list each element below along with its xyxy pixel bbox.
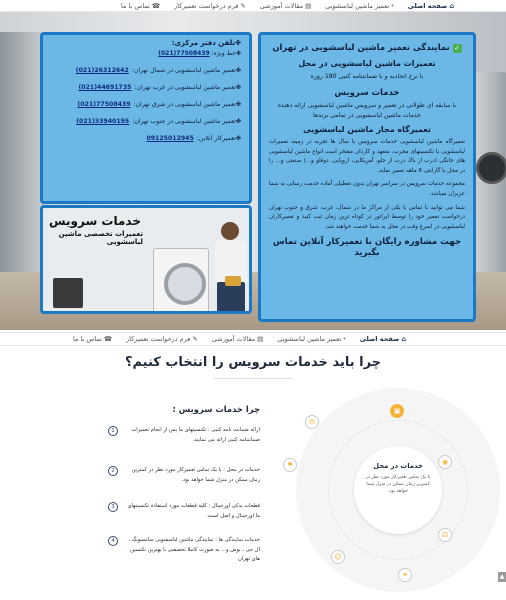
star-icon: ✤	[235, 39, 241, 47]
flag-icon: ⚑	[283, 458, 297, 472]
technician-illustration	[215, 222, 247, 312]
hero-guarantee-text: با نرخ اتحادیه و با ضمانتنامه کتبی 180 روزه	[310, 73, 424, 80]
scroll-to-top-button[interactable]: ▲	[499, 573, 505, 580]
services-title: چرا خدمات سرویس :	[172, 404, 260, 414]
hero-paragraph-3: شما می توانید با تماس با یکی از مراکز ما در شمال، غرب، شرق و جنوب تهران درخواست تعمیر خود را توسط اپراتور در کوتاه ترین زمان ثبت کنید و تعمیرکاران لباسشویی در اسرع وقت در محل به شما خدمت خواهند شد.	[269, 204, 465, 230]
nav-contact[interactable]: ☎ تماس با ما	[121, 1, 161, 10]
nav-contact[interactable]: ☎ تماس با ما	[73, 335, 113, 343]
hero-subtitle-service: خدمات سرویس	[334, 88, 400, 98]
star-icon: ✤	[235, 101, 241, 108]
star-icon: ✤	[235, 118, 241, 125]
article-icon: ▤	[305, 1, 312, 10]
divider	[214, 378, 292, 379]
branch-south: ✤تعمیر ماشین لباسشویی در جنوب تهران:(021)33940195	[76, 118, 241, 125]
promo-title: خدمات سرویس	[49, 214, 141, 228]
branch-phone[interactable]: (021)33940195	[76, 118, 130, 125]
chevron-down-icon: ▾	[391, 2, 394, 9]
form-icon: ✎	[240, 1, 246, 10]
branch-north: ✤تعمیر ماشین لباسشویی در شمال تهران:(021)26312642	[75, 67, 241, 74]
star-icon: ✤	[235, 84, 241, 91]
toolbox-illustration	[53, 278, 83, 308]
phone-icon: ☎	[103, 335, 113, 343]
feature-center-text: با یک تماس تعمیرکار مورد نظر در کمترین زمان ممکن در منزل شما خواهد بود.	[365, 475, 431, 494]
service-item: 2 خدمات در محل : با یک تماس تعمیرکار مورد نظر در کمترین زمان ممکن در منزل شما خواهد بود.	[110, 466, 260, 485]
star-icon: ✤	[235, 67, 241, 74]
hero-paragraph-1: تعمیرگاه ماشین لباسشویی خدمات سرویس با سال ها تجربه در زمینه تعمیرات لباسشویی با تکنسینهای مجرب، متعهد و کاردان مفتخر است انواع ماشین لباسشویی های خانگی (درب از بالا، درب از جلو، آمریکایی، اروپایی، دوقلو و...) صنعتی و... را در محل با گارانتی 6 ماهه تعمیر نماید.	[269, 139, 465, 174]
nav-articles[interactable]: ▤ مقالات آموزشی	[211, 335, 264, 343]
branch-phone[interactable]: 09125012945	[146, 135, 194, 142]
service-item: 3 قطعات یدکی اورجینال : کلیه قطعات مورد استفاده تکنسینهای ما اورجینال و اصل است.	[110, 502, 260, 521]
branch-online: ✤تعمیرکار آنلاین:09125012945	[146, 135, 241, 142]
nav-request[interactable]: ✎ فرم درخواست تعمیرکار	[174, 1, 246, 10]
contact-panel	[40, 32, 252, 204]
certificate-icon: ✉	[305, 415, 319, 429]
nav-repairs[interactable]: ▾ تعمیر ماشین لباسشویی	[325, 1, 394, 10]
hero-title: ✓نمایندگی تعمیر ماشین لباسشویی در تهران	[272, 42, 461, 52]
hero-subtitle-onsite: تعمیرات ماشین لباسشویی در محل	[298, 59, 436, 68]
home-icon: ⌂	[401, 335, 406, 343]
branch-west: ✤تعمیر ماشین لباسشویی در غرب تهران:(021)44691735	[78, 84, 241, 91]
background-appliance	[0, 32, 44, 302]
washing-machine-illustration	[153, 248, 209, 314]
star-icon: ✤	[235, 50, 241, 57]
feature-center-title: خدمات در محل	[373, 462, 423, 470]
tools-icon: ✦	[398, 568, 412, 582]
special-line: ✤خط ویژه: (021)77508439	[158, 50, 241, 57]
star-icon: ✤	[235, 135, 241, 142]
hero-service-text: با سابقه ای طولانی در تعمیر و سرویس ماشین لباسشویی ارائه دهنده خدمات ماشین لباسشویی در تمامی برندها	[277, 102, 457, 119]
location-icon: ◉	[438, 455, 452, 469]
office-title: ✤تلفن دفتر مرکزی:	[171, 39, 241, 47]
form-icon: ✎	[192, 335, 198, 343]
top-nav	[0, 0, 506, 12]
background-washer	[472, 72, 506, 302]
secondary-nav	[0, 332, 506, 346]
hero-paragraph-2: مجموعه خدمات سرویس در سراسر تهران بدون تعطیلی آماده خدمت رسانی به شما عزیزان میباشد.	[269, 181, 465, 197]
chevron-down-icon: ▾	[343, 336, 346, 342]
branch-east: ✤تعمیر ماشین لباسشویی در شرق تهران:(021)77508439	[77, 101, 241, 108]
special-line-phone[interactable]: (021)77508439	[158, 50, 210, 57]
hero-cta: جهت مشاوره رایگان با تعمیرکار آنلاین تماس بگیرید	[272, 237, 462, 259]
branch-phone[interactable]: (021)44691735	[78, 84, 132, 91]
nav-repairs[interactable]: ▾ تعمیر ماشین لباسشویی	[277, 335, 346, 343]
why-title: چرا باید خدمات سرویس را انتخاب کنیم؟	[124, 355, 382, 370]
nav-home[interactable]: ⌂ صفحه اصلی	[407, 1, 454, 10]
headset-icon: ☊	[438, 528, 452, 542]
hero-subtitle-authorized: تعمیرگاه مجاز ماشین لباسشویی	[303, 125, 431, 134]
feature-center-card	[354, 446, 442, 534]
service-item: 4 خدمات نمایندگی ها : نمایندگی ماشین لباسشویی سامسونگ ، ال جی ، بوش و... به صورت کاملا تخصصی با بهترین تکنسین های تهران	[110, 536, 260, 565]
branch-phone[interactable]: (021)26312642	[75, 67, 129, 74]
intro-panel	[258, 32, 476, 322]
service-item: 1 ارائه ضمانت نامه کتبی : تکنسینهای ما پس از انجام تعمیرات ضمانتنامه کتبی ارائه می نمایند.	[110, 426, 260, 445]
phone-icon: ☎	[151, 1, 161, 10]
home-icon: ⌂	[449, 1, 454, 10]
promo-subtitle: تعمیرات تخصصی ماشین لباسشویی	[58, 230, 143, 246]
article-icon: ▤	[257, 335, 264, 343]
nav-request[interactable]: ✎ فرم درخواست تعمیرکار	[126, 335, 198, 343]
briefcase-icon: ▣	[390, 404, 404, 418]
nav-home[interactable]: ⌂ صفحه اصلی	[359, 335, 406, 343]
hero-section	[0, 12, 506, 330]
promo-image	[40, 205, 252, 314]
branch-list	[51, 67, 241, 142]
branch-phone[interactable]: (021)77508439	[77, 101, 131, 108]
nav-articles[interactable]: ▤ مقالات آموزشی	[259, 1, 312, 10]
user-icon: ☺	[331, 550, 345, 564]
check-icon: ✓	[454, 44, 461, 52]
